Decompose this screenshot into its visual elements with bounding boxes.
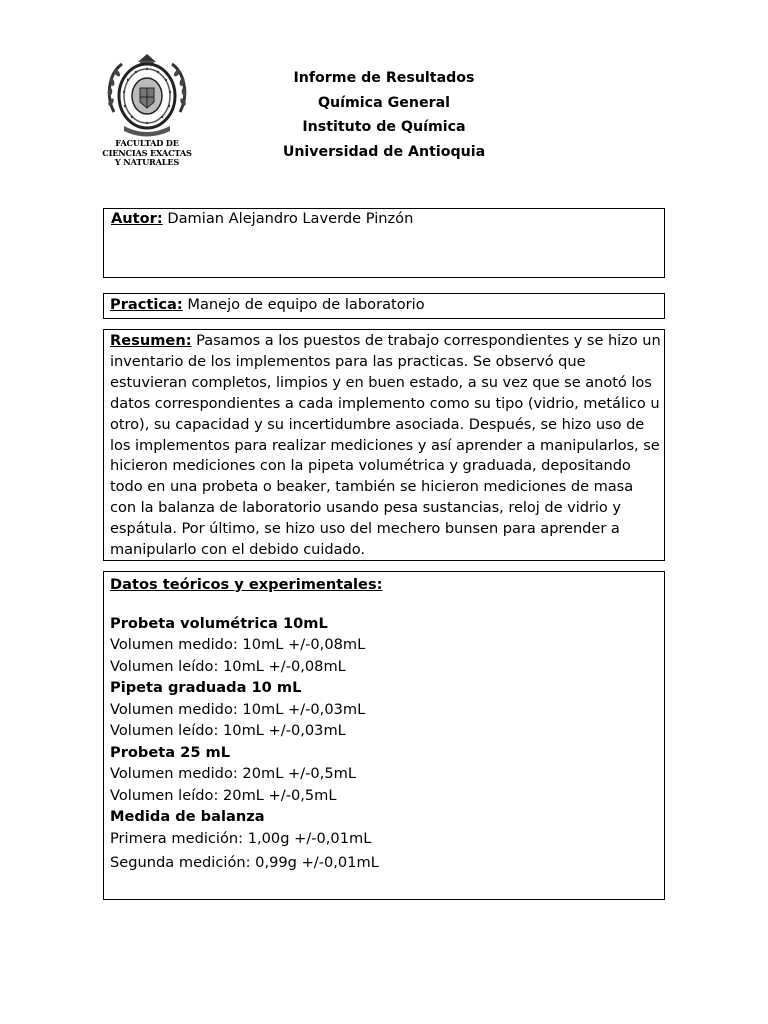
- report-title: Informe de Resultados: [293, 70, 475, 86]
- faculty-name-line-1: FACULTAD DE: [115, 138, 179, 148]
- section-title: Probeta 25 mL: [110, 743, 231, 761]
- measurement-line: Segunda medición: 0,99g +/-0,01mL: [110, 854, 379, 871]
- section-title: Pipeta graduada 10 mL: [110, 679, 302, 696]
- summary-text: Pasamos a los puestos de trabajo correspondientes y se hizo un inventario de los implementos para las practicas. Se observó que estuvieran completos, limpios y en buen estado, a su vez que se anotó los datos correspondientes a cada implemento como su tipo (vidrio, metálico u otro), su capacidad y su incertidumbre asociada. Después, se hizo uso de los implementos para realizar mediciones y así aprender a manipularlos, se hicieron mediciones con la pipeta volumétrica y graduada, depositando todo en una probeta o beaker, también se hicieron mediciones de masa con la balanza de laboratorio usando pesa sustancias, reloj de vidrio y espátula. Por último, se hizo uso del mechero bunsen para aprender a manipularlo con el debido cuidado.: [110, 332, 661, 559]
- faculty-name-line-3: Y NATURALES: [114, 157, 180, 167]
- author-label: Autor:: [111, 210, 163, 227]
- university-name: Universidad de Antioquia: [282, 143, 486, 160]
- measurement-line: Volumen medido: 10mL +/-0,08mL: [110, 636, 366, 653]
- measurement-line: Volumen medido: 20mL +/-0,5mL: [110, 765, 356, 782]
- section-title: Medida de balanza: [110, 808, 265, 825]
- report-header: [270, 66, 498, 164]
- summary-label: Resumen:: [110, 332, 192, 349]
- measurement-line: Volumen medido: 10mL +/-0,03mL: [110, 700, 366, 718]
- practice-name: Manejo de equipo de laboratorio: [182, 296, 425, 313]
- summary-box: [103, 329, 665, 561]
- university-seal-icon: [100, 52, 194, 138]
- data-spacer: [110, 596, 664, 613]
- measurement-line: Volumen leído: 10mL +/-0,03mL: [110, 722, 346, 739]
- faculty-name: [100, 139, 194, 168]
- data-box: [103, 571, 665, 900]
- measurement-line: Primera medición: 1,00g +/-0,01mL: [110, 829, 372, 847]
- institute-name: Instituto de Química: [302, 119, 466, 135]
- measurement-line: Volumen leído: 10mL +/-0,08mL: [110, 657, 346, 675]
- measurement-line: Volumen leído: 20mL +/-0,5mL: [110, 786, 337, 804]
- section-title: Probeta volumétrica 10mL: [110, 614, 328, 632]
- practice-box: [103, 293, 665, 319]
- course-name: Química General: [317, 94, 451, 111]
- author-name: Damian Alejandro Laverde Pinzón: [162, 210, 414, 227]
- faculty-logo: [100, 52, 194, 174]
- faculty-name-line-2: CIENCIAS EXACTAS: [102, 147, 192, 158]
- author-box: [103, 208, 665, 278]
- practice-label: Practica:: [110, 296, 183, 313]
- data-label: Datos teóricos y experimentales:: [110, 576, 383, 593]
